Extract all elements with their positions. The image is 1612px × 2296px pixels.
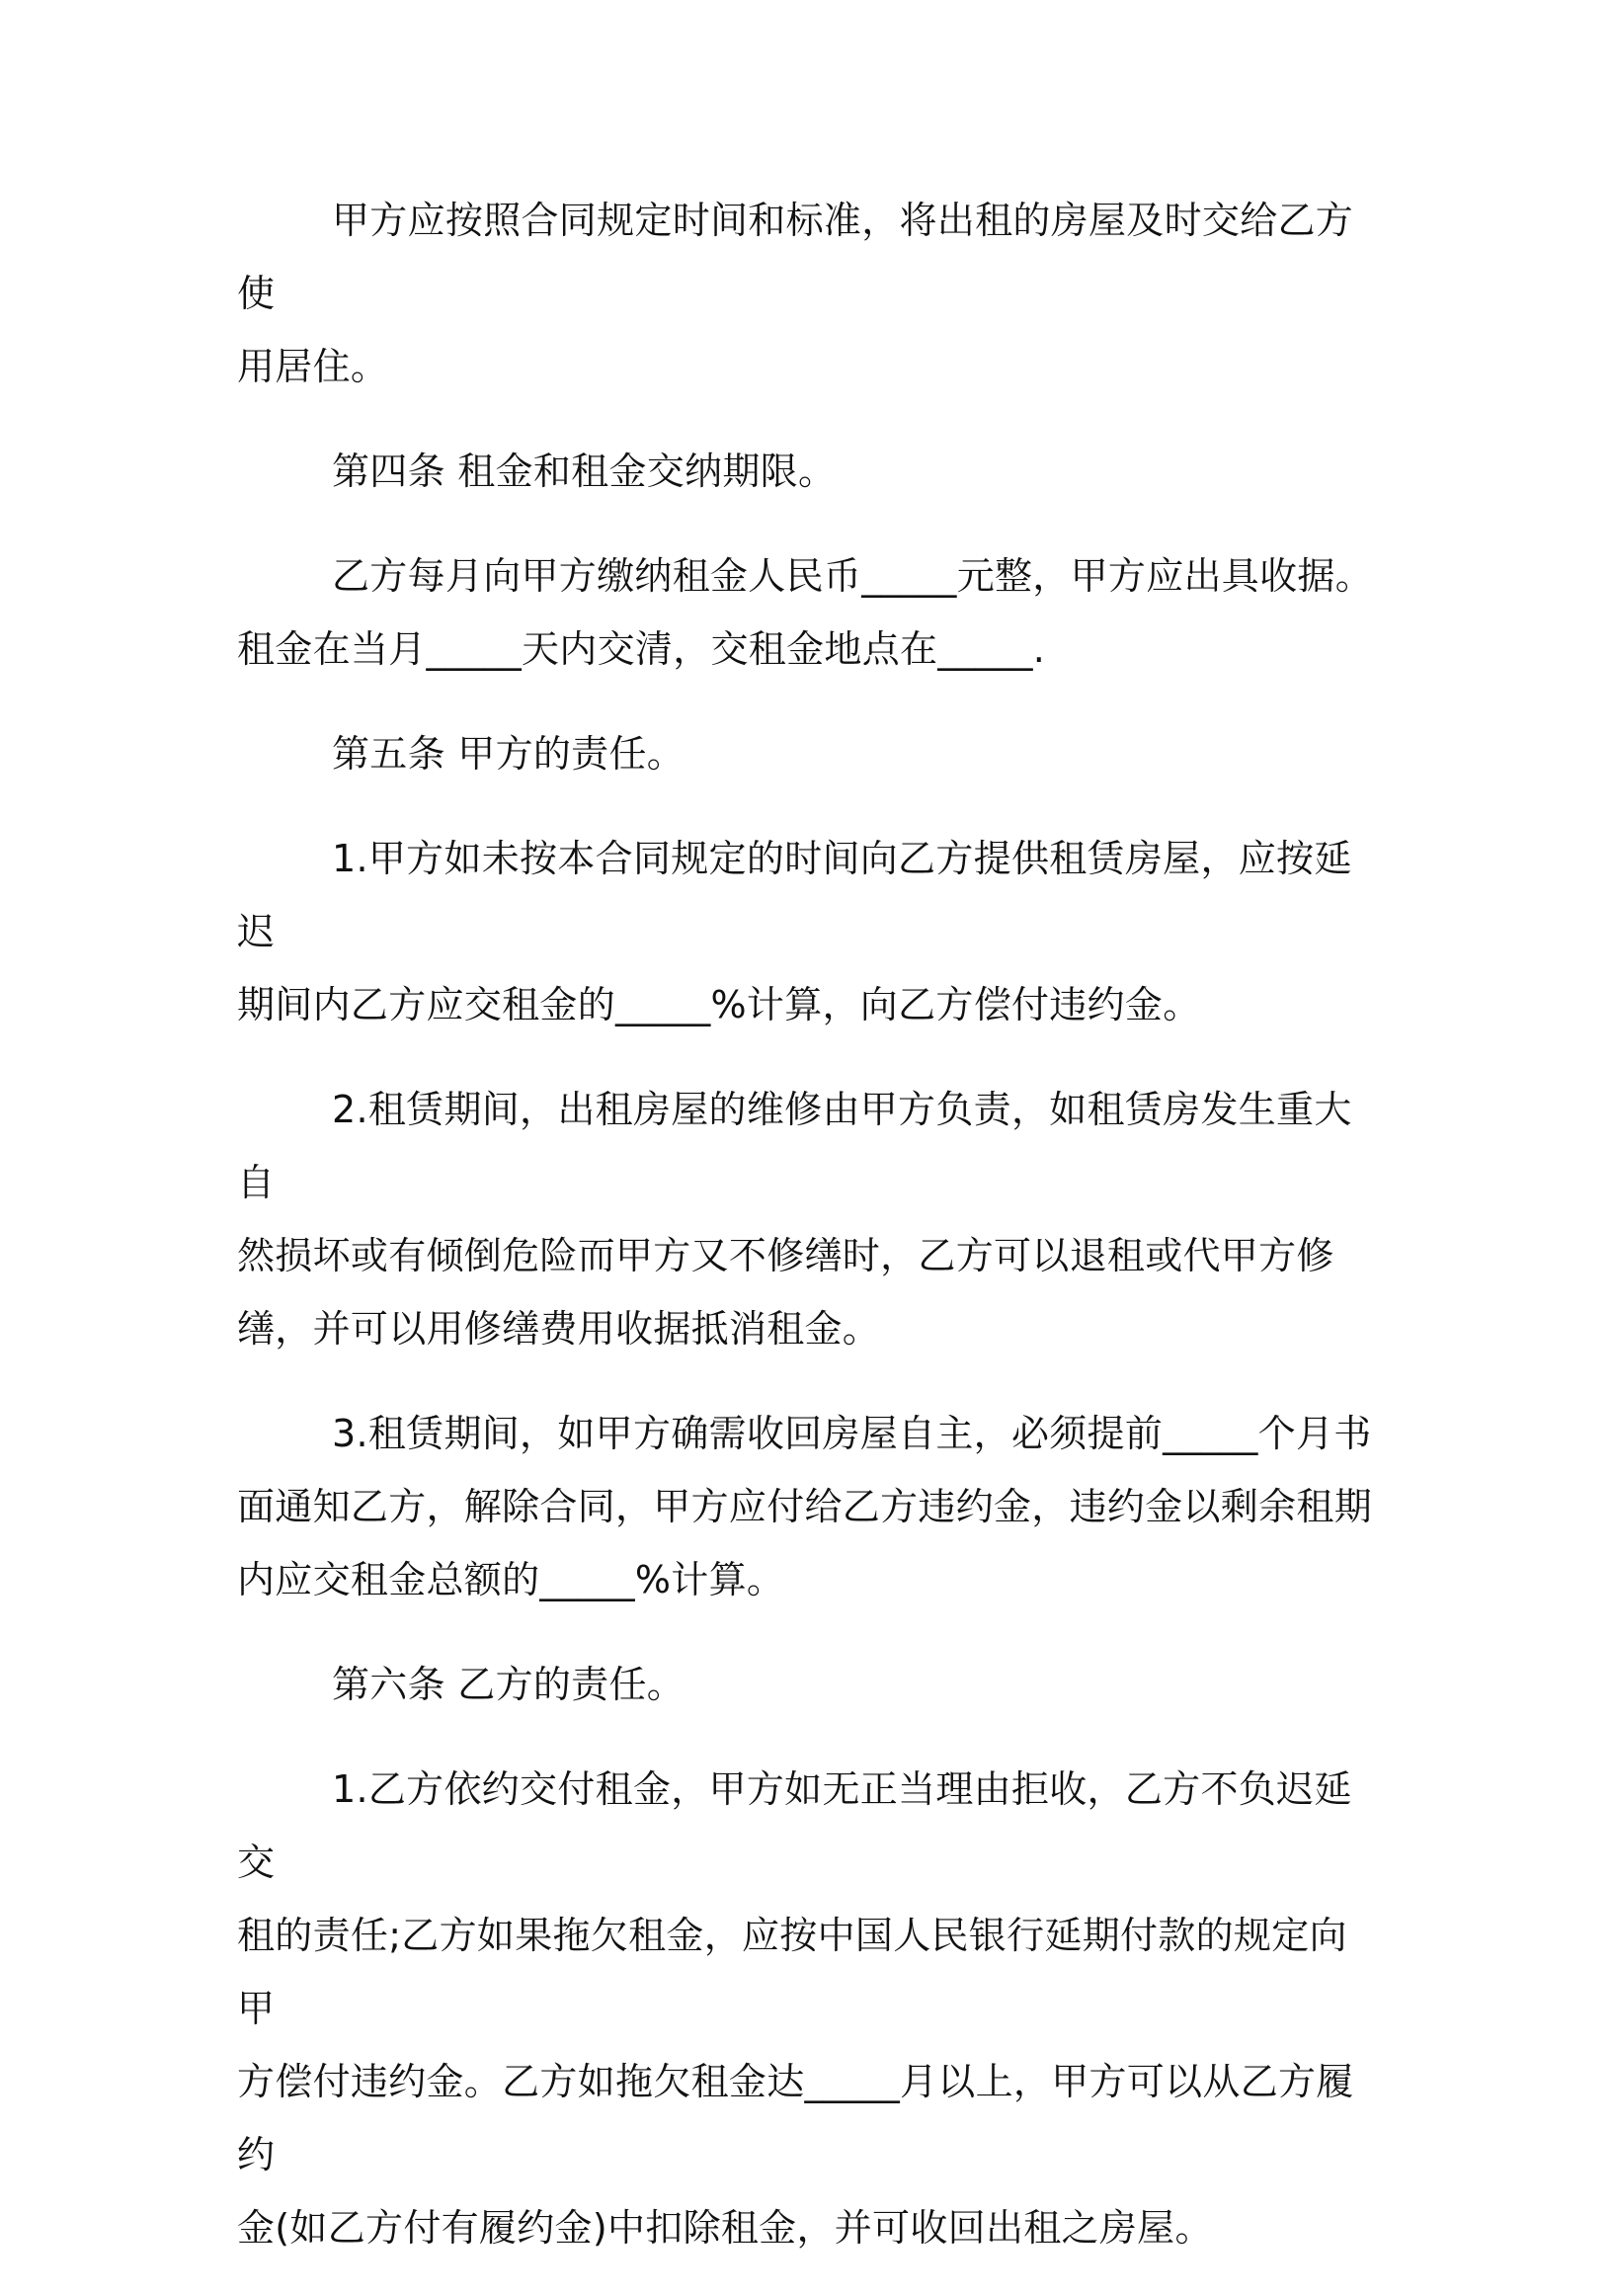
paragraph-party-a-clause-2	[237, 1073, 1383, 1365]
paragraph-party-b-clause-1	[237, 1753, 1383, 2264]
paragraph-rent-payment	[237, 539, 1383, 686]
paragraph-line: 用居住。	[237, 345, 389, 388]
paragraph-line: 期间内乙方应交租金的_____%计算，向乙方偿付违约金。	[237, 983, 1201, 1026]
paragraph-line: 面通知乙方，解除合同，甲方应付给乙方违约金，违约金以剩余租期	[237, 1485, 1373, 1528]
section-heading-article-6	[237, 1648, 1383, 1721]
paragraph-line: 然损坏或有倾倒危险而甲方又不修缮时，乙方可以退租或代甲方修	[237, 1234, 1334, 1277]
paragraph-line: 乙方每月向甲方缴纳租金人民币_____元整，甲方应出具收据。	[332, 554, 1374, 598]
paragraph-line: 方偿付违约金。乙方如拖欠租金达_____月以上，甲方可以从乙方履约	[237, 2060, 1354, 2176]
section-heading-article-4	[237, 435, 1383, 508]
section-heading: 第四条 租金和租金交纳期限。	[332, 450, 837, 493]
section-heading-article-5	[237, 717, 1383, 790]
paragraph-line: 甲方应按照合同规定时间和标准，将出租的房屋及时交给乙方使	[237, 199, 1354, 315]
paragraph-party-a-clause-1	[237, 822, 1383, 1041]
paragraph-line: 1.乙方依约交付租金，甲方如无正当理由拒收，乙方不负迟延交	[237, 1767, 1352, 1884]
paragraph-party-a-clause-3	[237, 1397, 1383, 1616]
document-body	[237, 184, 1383, 2296]
section-heading: 第六条 乙方的责任。	[332, 1663, 685, 1706]
paragraph-line: 租的责任;乙方如果拖欠租金，应按中国人民银行延期付款的规定向甲	[237, 1914, 1347, 2030]
paragraph-line: 内应交租金总额的_____%计算。	[237, 1558, 785, 1601]
paragraph-line: 租金在当月_____天内交清，交租金地点在_____.	[237, 627, 1046, 671]
paragraph-delivery	[237, 184, 1383, 403]
paragraph-line: 3.租赁期间，如甲方确需收回房屋自主，必须提前_____个月书	[332, 1412, 1372, 1455]
paragraph-line: 金(如乙方付有履约金)中扣除租金，并可收回出租之房屋。	[237, 2206, 1213, 2250]
paragraph-line: 缮，并可以用修缮费用收据抵消租金。	[237, 1307, 881, 1351]
paragraph-line: 2.租赁期间，出租房屋的维修由甲方负责，如租赁房发生重大自	[237, 1088, 1352, 1204]
paragraph-line: 1.甲方如未按本合同规定的时间向乙方提供租赁房屋，应按延迟	[237, 837, 1352, 953]
section-heading: 第五条 甲方的责任。	[332, 732, 685, 776]
